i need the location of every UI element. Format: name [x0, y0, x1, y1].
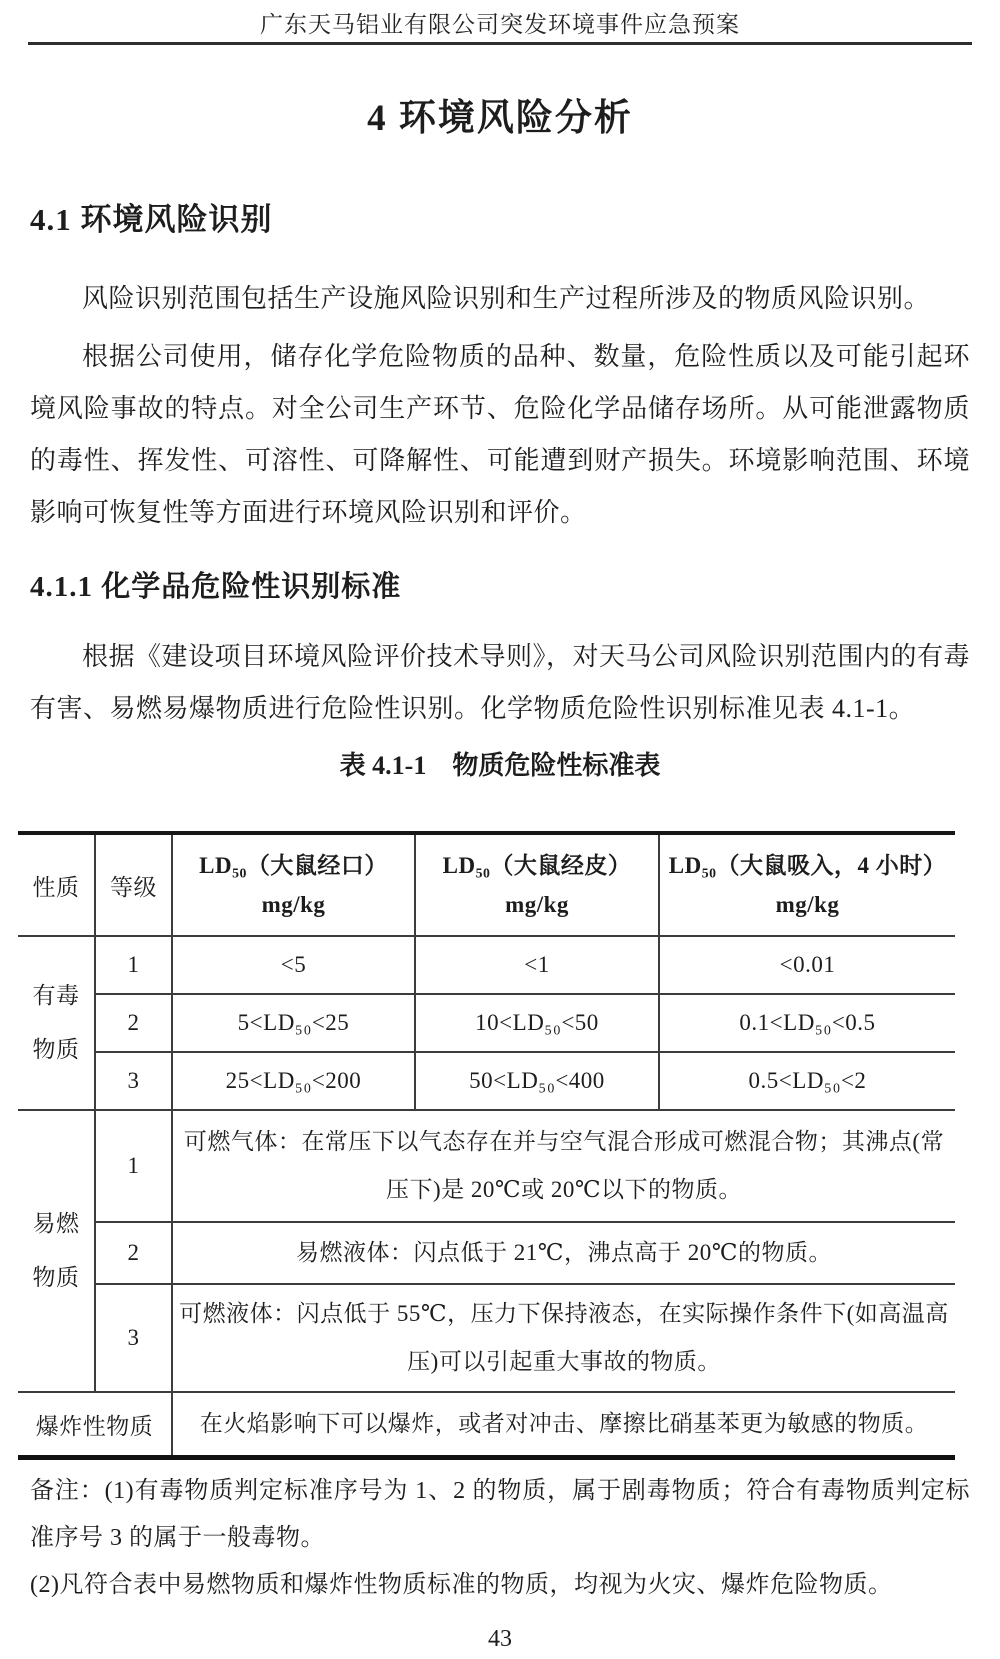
table-notes: [30, 1468, 970, 1609]
value-cell-inhalation: 0.1<LD₅₀<0.5: [659, 994, 955, 1052]
category-cell-toxic: 有毒物质: [18, 936, 95, 1110]
table-row-toxic-1: [18, 936, 955, 994]
grade-cell: 3: [95, 1284, 172, 1392]
header-cell-property: 性质: [18, 833, 95, 936]
value-cell-dermal: <1: [415, 936, 659, 994]
section-4-1-1-paragraph: 根据《建设项目环境风险评价技术导则》，对天马公司风险识别范围内的有毒有害、易燃易爆物质进行危险性识别。化学物质危险性识别标准见表 4.1-1。: [30, 642, 971, 723]
table-caption-label: 表 4.1-1: [339, 751, 427, 780]
header-cell-grade: 等级: [95, 833, 172, 936]
table-row-toxic-2: [18, 994, 955, 1052]
value-cell-oral: 25<LD₅₀<200: [172, 1052, 415, 1110]
desc-cell: 可燃气体：在常压下以气态存在并与空气混合形成可燃混合物；其沸点(常压下)是 20℃或 20℃以下的物质。: [172, 1110, 955, 1222]
grade-cell: 1: [95, 936, 172, 994]
section-4-1-heading: 4.1 环境风险识别: [30, 202, 273, 237]
page-header-text: 广东天马铝业有限公司突发环境事件应急预案: [260, 12, 740, 37]
table-caption: [30, 749, 970, 783]
value-cell-inhalation: 0.5<LD₅₀<2: [659, 1052, 955, 1110]
note-2: (2)凡符合表中易燃物质和爆炸性物质标准的物质，均视为火灾、爆炸危险物质。: [30, 1572, 893, 1598]
value-cell-dermal: 10<LD₅₀<50: [415, 994, 659, 1052]
value-cell-inhalation: <0.01: [659, 936, 955, 994]
desc-cell: 易燃液体：闪点低于 21℃，沸点高于 20℃的物质。: [172, 1222, 955, 1284]
desc-cell: 在火焰影响下可以爆炸，或者对冲击、摩擦比硝基苯更为敏感的物质。: [172, 1392, 955, 1458]
table-row-toxic-3: [18, 1052, 955, 1110]
category-cell-flammable: 易燃物质: [18, 1110, 95, 1392]
desc-cell: 可燃液体：闪点低于 55℃，压力下保持液态，在实际操作条件下(如高温高压)可以引起重大事故的物质。: [172, 1284, 955, 1392]
section-4-1-paragraph-2: 根据公司使用，储存化学危险物质的品种、数量，危险性质以及可能引起环境风险事故的特点。对全公司生产环节、危险化学品储存场所。从可能泄露物质的毒性、挥发性、可溶性、可降解性、可能遭到财产损失。环境影响范围、环境影响可恢复性等方面进行环境风险识别和评价。: [30, 342, 970, 527]
category-cell-explosive: 爆炸性物质: [18, 1392, 172, 1458]
table-row-flammable-3: [18, 1284, 955, 1392]
value-cell-oral: <5: [172, 936, 415, 994]
header-cell-oral: LD₅₀（大鼠经口） mg/kg: [172, 833, 415, 936]
section-4-1-1-heading: 4.1.1 化学品危险性识别标准: [30, 571, 402, 603]
value-cell-oral: 5<LD₅₀<25: [172, 994, 415, 1052]
table-row-flammable-1: [18, 1110, 955, 1222]
section-4-1-paragraph-1: 风险识别范围包括生产设施风险识别和生产过程所涉及的物质风险识别。: [82, 284, 931, 313]
hazard-standards-table: [18, 831, 955, 1460]
header-cell-inhalation: LD₅₀（大鼠吸入，4 小时） mg/kg: [659, 833, 955, 936]
page-number: 43: [488, 1626, 512, 1652]
header-cell-dermal: LD₅₀（大鼠经皮） mg/kg: [415, 833, 659, 936]
table-header-row: [18, 833, 955, 936]
grade-cell: 3: [95, 1052, 172, 1110]
value-cell-dermal: 50<LD₅₀<400: [415, 1052, 659, 1110]
grade-cell: 2: [95, 994, 172, 1052]
table-caption-title: 物质危险性标准表: [452, 751, 661, 780]
table-row-flammable-2: [18, 1222, 955, 1284]
table-row-explosive: [18, 1392, 955, 1458]
document-title: 4 环境风险分析: [367, 98, 633, 139]
grade-cell: 2: [95, 1222, 172, 1284]
grade-cell: 1: [95, 1110, 172, 1222]
note-1: 备注：(1)有毒物质判定标准序号为 1、2 的物质，属于剧毒物质；符合有毒物质判定标准序号 3 的属于一般毒物。: [30, 1478, 970, 1551]
header-rule: [28, 42, 972, 45]
